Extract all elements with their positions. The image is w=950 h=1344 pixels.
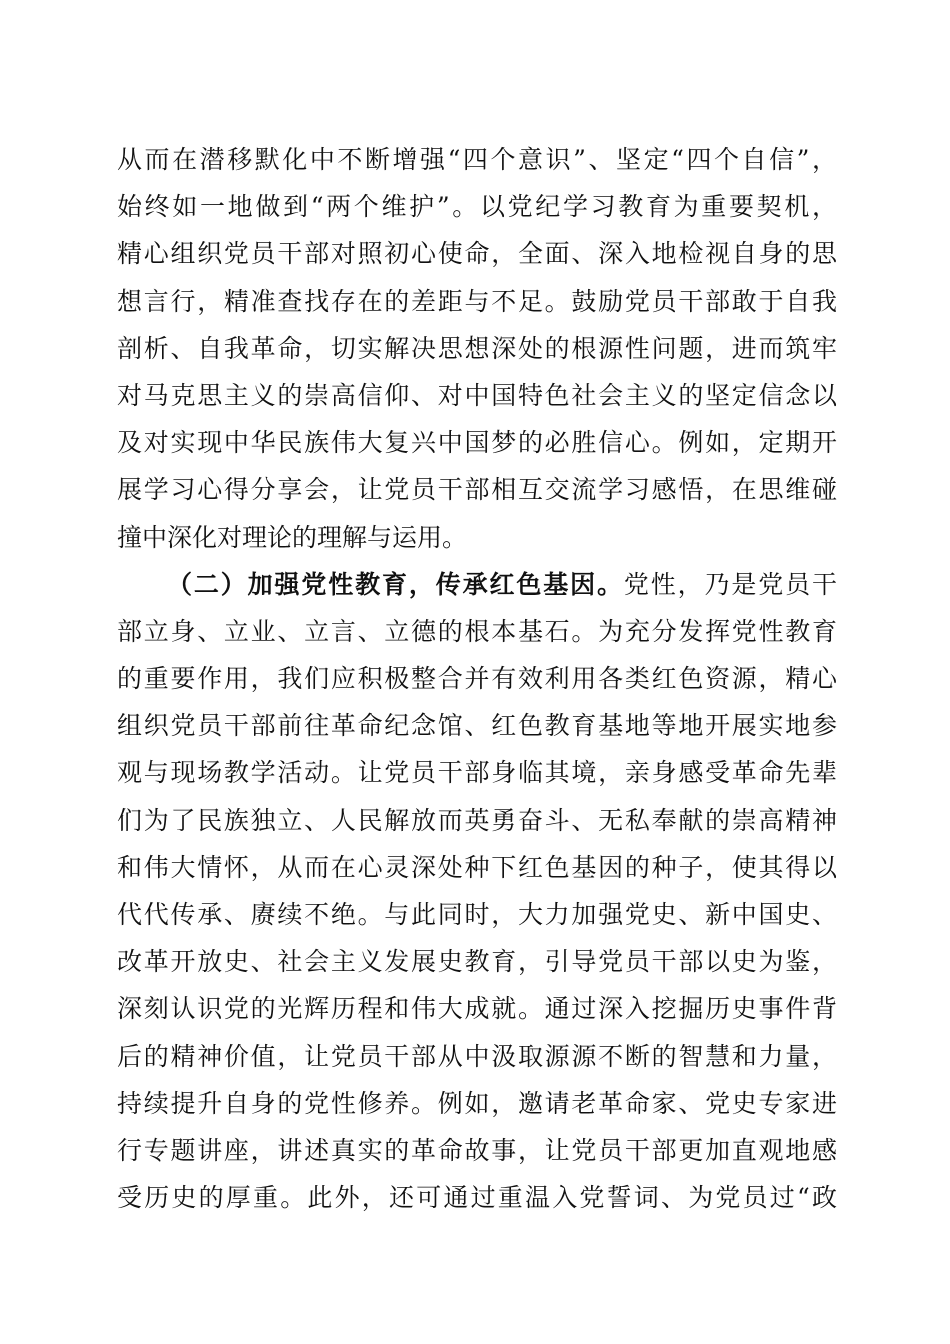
paragraph-line: 始终如一地做到“两个维护”。以党纪学习教育为重要契机， (117, 192, 837, 222)
paragraph-line: 代代传承、赓续不绝。与此同时，大力加强党史、新中国史、 (117, 900, 837, 929)
paragraph-line: 对马克思主义的崇高信仰、对中国特色社会主义的坚定信念以 (117, 380, 837, 410)
paragraph-line: 和伟大情怀，从而在心灵深处种下红色基因的种子，使其得以 (117, 852, 837, 882)
paragraph-line: 后的精神价值，让党员干部从中汲取源源不断的智慧和力量， (117, 1041, 837, 1071)
paragraph-line: 的重要作用，我们应积极整合并有效利用各类红色资源，精心 (117, 664, 837, 694)
paragraph-line: 观与现场教学活动。让党员干部身临其境，亲身感受革命先辈 (117, 758, 837, 788)
paragraph-line: 从而在潜移默化中不断增强“四个意识”、坚定“四个自信”， (117, 145, 837, 174)
paragraph-line: 持续提升自身的党性修养。例如，邀请老革命家、党史专家进 (117, 1088, 837, 1118)
paragraph-line: 部立身、立业、立言、立德的根本基石。为充分发挥党性教育 (117, 616, 837, 646)
section-heading: （二）加强党性教育，传承红色基因。 (167, 569, 624, 599)
paragraph-line-rest: 党性，乃是党员干 (623, 569, 837, 599)
paragraph-line: 精心组织党员干部对照初心使命，全面、深入地检视自身的思 (117, 239, 837, 269)
paragraph-line: 想言行，精准查找存在的差距与不足。鼓励党员干部敢于自我 (117, 286, 837, 316)
paragraph-line: 展学习心得分享会，让党员干部相互交流学习感悟，在思维碰 (117, 475, 837, 505)
paragraph-line: 组织党员干部前往革命纪念馆、红色教育基地等地开展实地参 (117, 711, 837, 741)
paragraph-2 (117, 561, 837, 1222)
paragraph-1 (117, 136, 837, 561)
paragraph-line: 改革开放史、社会主义发展史教育，引导党员干部以史为鉴， (117, 947, 837, 977)
paragraph-first-line (117, 561, 837, 608)
paragraph-line: 行专题讲座，讲述真实的革命故事，让党员干部更加直观地感 (117, 1135, 837, 1165)
paragraph-line: 及对实现中华民族伟大复兴中国梦的必胜信心。例如，定期开 (117, 428, 837, 458)
paragraph-line: 受历史的厚重。此外，还可通过重温入党誓词、为党员过“政 (117, 1183, 837, 1213)
paragraph-line: 剖析、自我革命，切实解决思想深处的根源性问题，进而筑牢 (117, 333, 837, 363)
paragraph-line: 深刻认识党的光辉历程和伟大成就。通过深入挖掘历史事件背 (117, 994, 837, 1024)
paragraph-line: 撞中深化对理论的理解与运用。 (117, 522, 468, 552)
paragraph-line: 们为了民族独立、人民解放而英勇奋斗、无私奉献的崇高精神 (117, 805, 837, 835)
document-body (117, 136, 837, 1221)
